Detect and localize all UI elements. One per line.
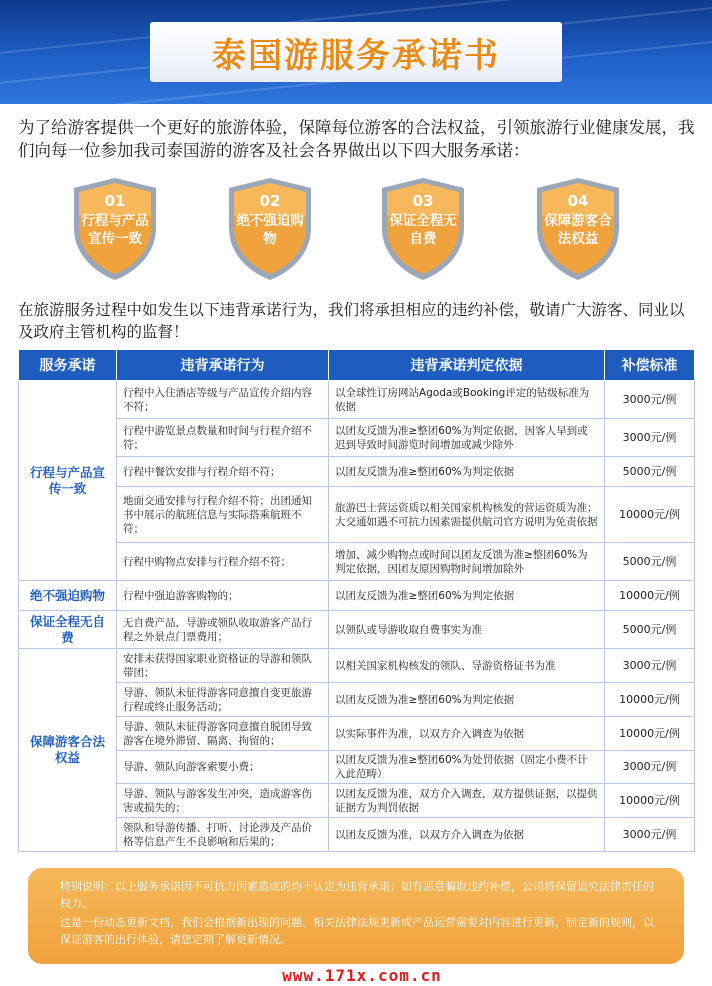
table-row	[19, 784, 695, 818]
violation-cell: 导游、领队未征得游客同意擅自脱团导致游客在境外滞留、隔离、拘留的；	[117, 717, 329, 751]
compensation-cell: 10000元/例	[605, 683, 695, 717]
table-row	[19, 683, 695, 717]
basis-cell: 以团友反馈为准≥整团60%为判定依据	[329, 457, 605, 487]
column-header: 违背承诺判定依据	[329, 350, 605, 381]
table-row	[19, 381, 695, 419]
column-header: 违背承诺行为	[117, 350, 329, 381]
promise-label: 绝不强迫购物	[236, 213, 304, 247]
page-title: 泰国游服务承诺书	[212, 35, 500, 76]
compensation-cell: 3000元/例	[605, 381, 695, 419]
basis-cell: 增加、减少购物点或时间以团友反馈为准≥整团60%为判定依据，因团友原因购物时间增加除外	[329, 543, 605, 581]
basis-cell: 以相关国家机构核发的领队、导游资格证书为准	[329, 649, 605, 683]
promise-label: 行程与产品宣传一致	[81, 213, 149, 247]
table-row	[19, 649, 695, 683]
violation-cell: 行程中入住酒店等级与产品宣传介绍内容不符；	[117, 381, 329, 419]
violation-cell: 行程中餐饮安排与行程介绍不符；	[117, 457, 329, 487]
category-cell: 行程与产品宣传一致	[19, 381, 117, 581]
basis-cell: 以全球性订房网站Agoda或Booking评定的钻级标准为依据	[329, 381, 605, 419]
commitment-table	[18, 349, 695, 852]
promise-shield-1	[70, 176, 160, 282]
table-row	[19, 751, 695, 784]
basis-cell: 以团友反馈为准≥整团60%为判定依据	[329, 581, 605, 611]
promise-label: 保证全程无自费	[389, 213, 457, 247]
column-header: 服务承诺	[19, 350, 117, 381]
violation-cell: 导游、领队未征得游客同意擅自变更旅游行程或终止服务活动；	[117, 683, 329, 717]
basis-cell: 以领队或导游收取自费事实为准	[329, 611, 605, 649]
title-box	[150, 22, 562, 82]
basis-cell: 以团友反馈为准≥整团60%为处罚依据（固定小费不计入此范畴）	[329, 751, 605, 784]
category-cell: 保证全程无自费	[19, 611, 117, 649]
promise-number: 02	[259, 192, 281, 210]
table-header-row	[19, 350, 695, 381]
compensation-cell: 3000元/例	[605, 649, 695, 683]
promise-label: 保障游客合法权益	[544, 213, 612, 247]
basis-cell: 以团友反馈为准，以双方介入调查为依据	[329, 818, 605, 852]
promise-shield-4	[533, 176, 623, 282]
special-note-box	[28, 868, 684, 964]
violation-cell: 安排未获得国家职业资格证的导游和领队带团；	[117, 649, 329, 683]
table-row	[19, 611, 695, 649]
promise-number: 03	[412, 192, 434, 210]
promise-shield-3	[378, 176, 468, 282]
compensation-cell: 5000元/例	[605, 543, 695, 581]
promise-number: 04	[567, 192, 589, 210]
violation-cell: 导游、领队向游客索要小费；	[117, 751, 329, 784]
compensation-cell: 10000元/例	[605, 717, 695, 751]
basis-cell: 以实际事件为准，以双方介入调查为依据	[329, 717, 605, 751]
compensation-cell: 5000元/例	[605, 457, 695, 487]
basis-cell: 以团友反馈为准≥整团60%为判定依据，因客人早到或迟到导致时间游览时间增加或减少除外	[329, 419, 605, 457]
special-note-text: 特别说明：以上服务承诺因不可抗力因素造成的均不认定为违背承诺；如有恶意骗取违约补偿，公司将保留追究法律责任的权力。	[60, 880, 654, 910]
violation-cell: 行程中游览景点数量和时间与行程介绍不符；	[117, 419, 329, 457]
compensation-cell: 3000元/例	[605, 818, 695, 852]
violation-cell: 地面交通安排与行程介绍不符；出团通知书中展示的航班信息与实际搭乘航班不符；	[117, 487, 329, 543]
table-row	[19, 717, 695, 751]
compensation-cell: 10000元/例	[605, 581, 695, 611]
intro-text: 为了给游客提供一个更好的旅游体验，保障每位游客的合法权益，引领旅游行业健康发展，我们向每一位参加我司泰国游的游客及社会各界做出以下四大服务承诺：	[18, 118, 695, 160]
violation-cell: 导游、领队与游客发生冲突，造成游客伤害或损失的；	[117, 784, 329, 818]
table-row	[19, 581, 695, 611]
promise-number: 01	[104, 192, 126, 210]
header-banner	[0, 0, 712, 104]
compensation-cell: 3000元/例	[605, 751, 695, 784]
violation-cell: 行程中强迫游客购物的；	[117, 581, 329, 611]
category-cell: 绝不强迫购物	[19, 581, 117, 611]
violation-cell: 领队和导游传播、打听、讨论涉及产品价格等信息产生不良影响和后果的；	[117, 818, 329, 852]
violation-cell: 行程中购物点安排与行程介绍不符；	[117, 543, 329, 581]
table-row	[19, 487, 695, 543]
basis-cell: 以团友反馈为准，双方介入调查，双方提供证据，以提供证据方为判罚依据	[329, 784, 605, 818]
update-note-text: 这是一份动态更新文档，我们会根据新出现的问题、相关法律法规更新或产品运营需要对内容进行更新，制定新的规则，以保证游客的出行体验，请您定期了解更新情况。	[60, 916, 654, 946]
compensation-cell: 10000元/例	[605, 784, 695, 818]
promise-shields	[0, 176, 712, 286]
violation-cell: 无自费产品，导游或领队收取游客产品行程之外景点门票费用；	[117, 611, 329, 649]
table-row	[19, 419, 695, 457]
promise-shield-2	[225, 176, 315, 282]
notice-text: 在旅游服务过程中如发生以下违背承诺行为，我们将承担相应的违约补偿，敬请广大游客、同业以及政府主管机构的监督！	[18, 301, 685, 341]
basis-cell: 以团友反馈为准≥整团60%为判定依据	[329, 683, 605, 717]
column-header: 补偿标准	[605, 350, 695, 381]
basis-cell: 旅游巴士营运资质以相关国家机构核发的营运资质为准；大交通如遇不可抗力因素需提供航司官方说明为免责依据	[329, 487, 605, 543]
compensation-cell: 3000元/例	[605, 419, 695, 457]
table-row	[19, 543, 695, 581]
table-row	[19, 457, 695, 487]
watermark: www.171x.com.cn	[282, 966, 442, 985]
compensation-cell: 10000元/例	[605, 487, 695, 543]
compensation-cell: 5000元/例	[605, 611, 695, 649]
category-cell: 保障游客合法权益	[19, 649, 117, 852]
table-row	[19, 818, 695, 852]
